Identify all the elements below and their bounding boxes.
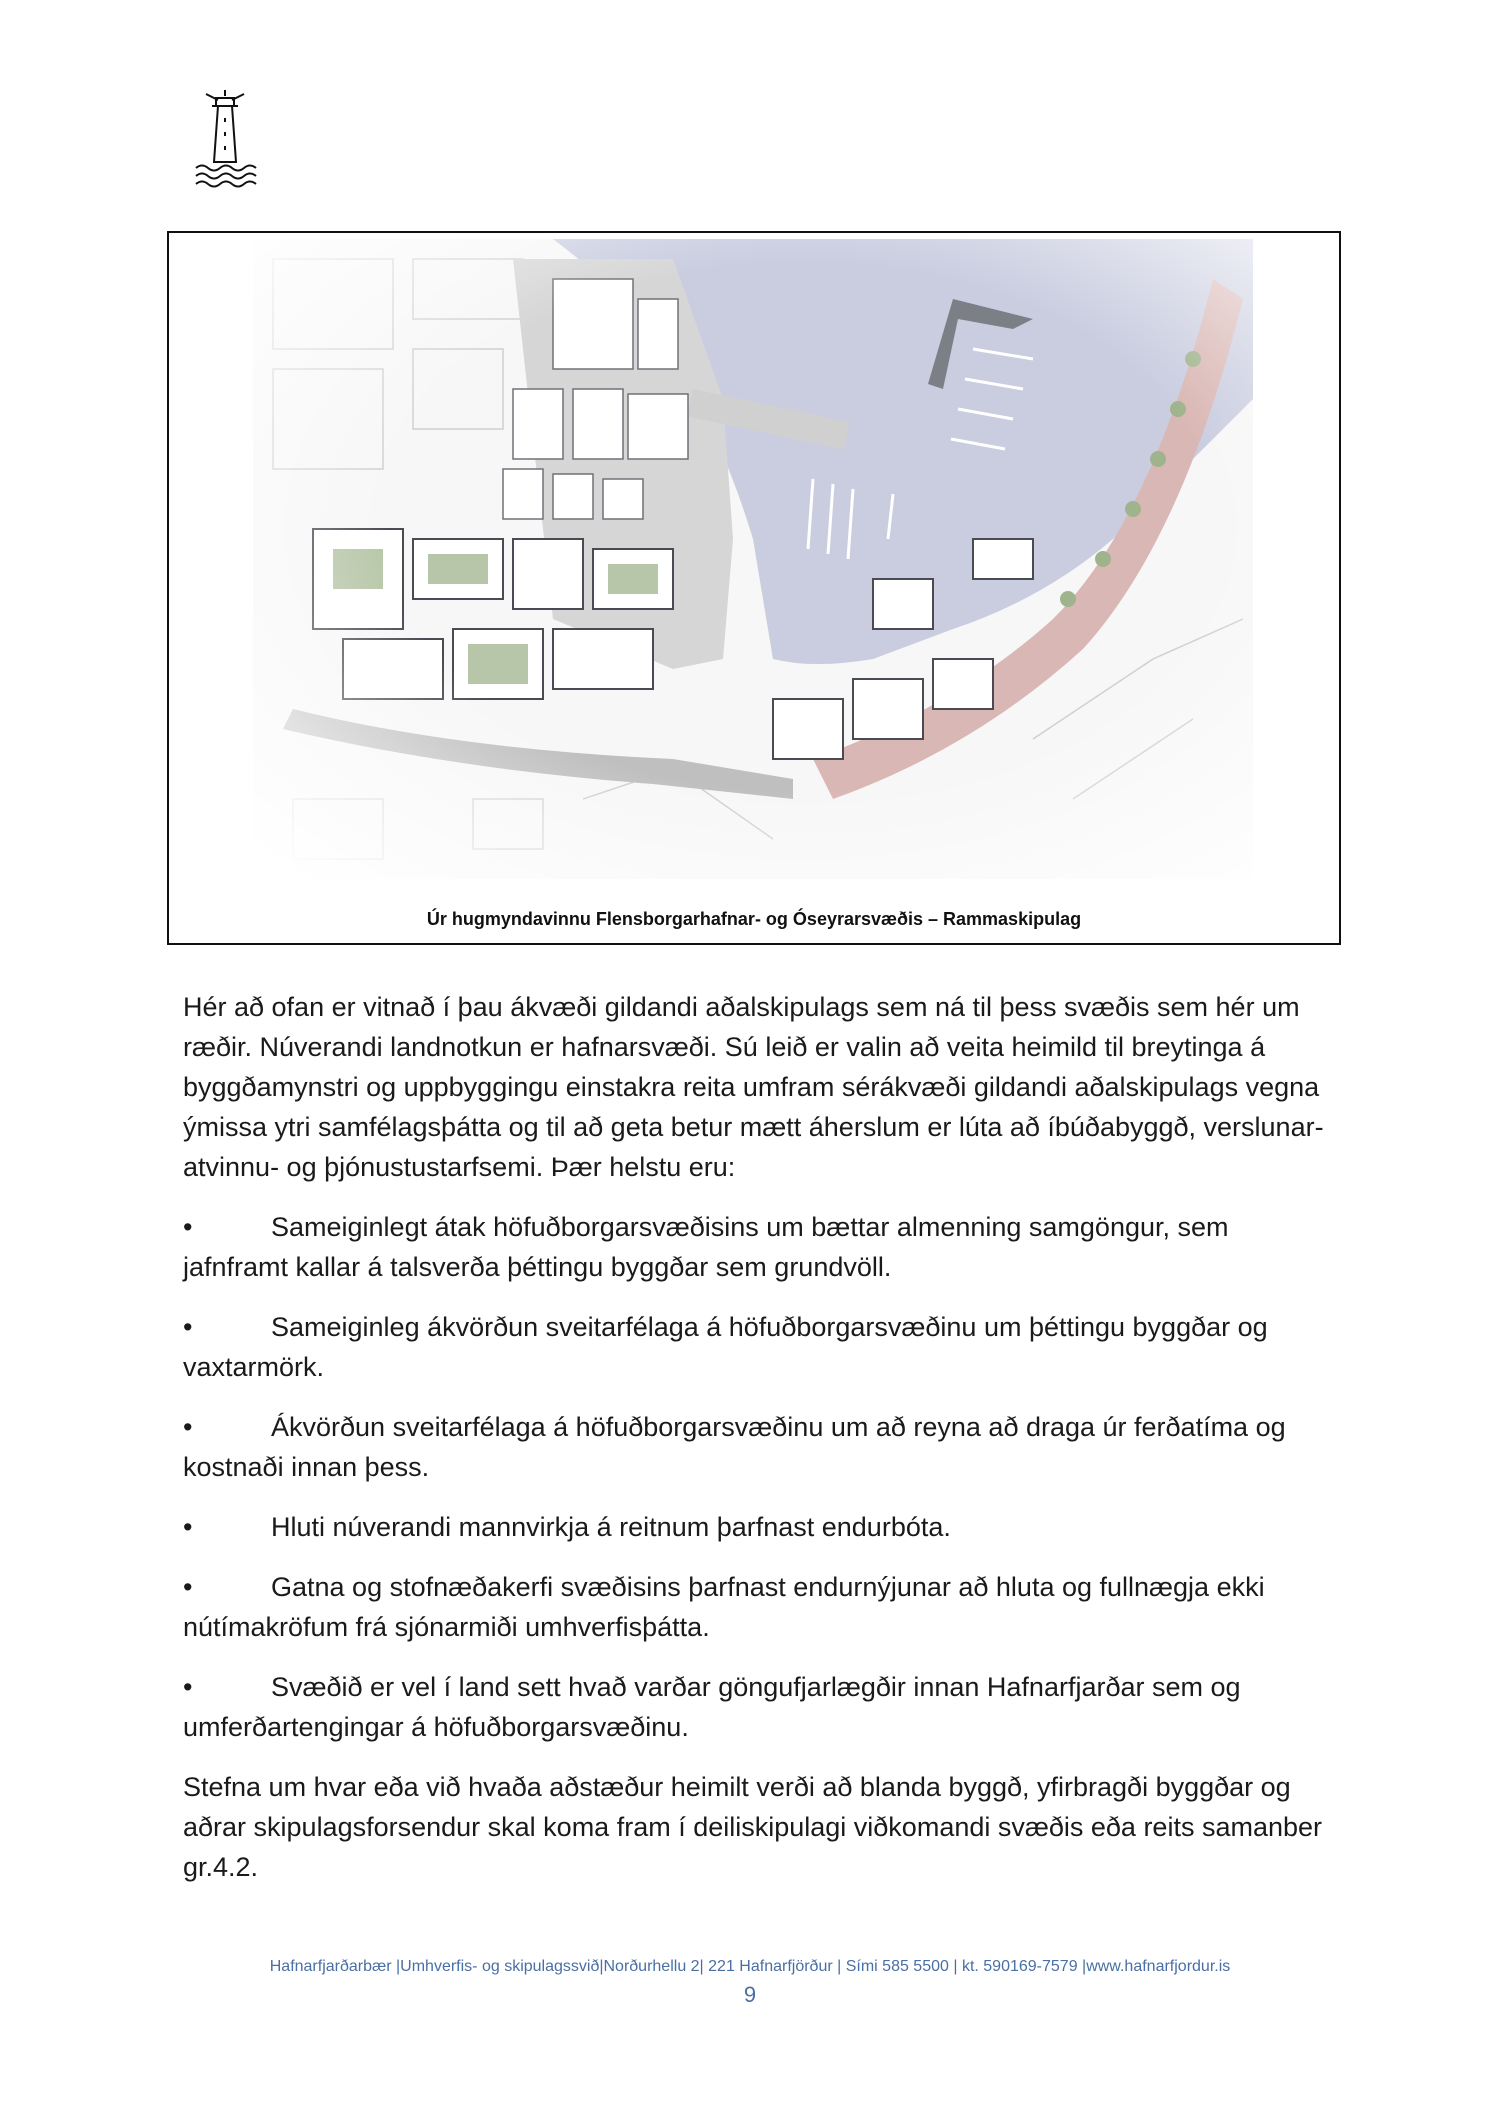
page-number: 9 — [743, 1982, 757, 2007]
list-item-text: Ákvörðun sveitarfélaga á höfuðborgarsvæðinu um að reyna að draga úr ferðatíma og kostnaði innan þess. — [183, 1412, 1286, 1482]
lighthouse-logo-icon — [192, 88, 258, 188]
bullet-marker: • — [183, 1312, 193, 1342]
figure-caption: Úr hugmyndavinnu Flensborgarhafnar- og Óseyrarsvæðis – Rammaskipulag — [426, 909, 1082, 929]
list-item-text: Hluti núverandi mannvirkja á reitnum þarfnast endurbóta. — [271, 1512, 951, 1542]
list-item — [183, 1407, 1333, 1487]
bullet-marker: • — [183, 1512, 193, 1542]
site-plan-image — [253, 239, 1253, 879]
bullet-marker: • — [183, 1672, 193, 1702]
list-item-text: Sameiginleg ákvörðun sveitarfélaga á höfuðborgarsvæðinu um þéttingu byggðar og vaxtarmörk. — [183, 1312, 1268, 1382]
bullet-marker: • — [183, 1572, 193, 1602]
list-item — [183, 1667, 1333, 1747]
list-item-text: Gatna og stofnæðakerfi svæðisins þarfnast endurnýjunar að hluta og fullnægja ekki nútímakröfum frá sjónarmiði umhverfisþátta. — [183, 1572, 1265, 1642]
list-item — [183, 1567, 1333, 1647]
list-item — [183, 1307, 1333, 1387]
list-item-text: Svæðið er vel í land sett hvað varðar göngufjarlægðir innan Hafnarfjarðar sem og umferðartengingar á höfuðborgarsvæðinu. — [183, 1672, 1241, 1742]
bullet-marker: • — [183, 1412, 193, 1442]
site-plan-figure — [167, 231, 1341, 945]
list-item-text: Sameiginlegt átak höfuðborgarsvæðisins um bættar almenning samgöngur, sem jafnframt kallar á talsverða þéttingu byggðar sem grundvöll. — [183, 1212, 1229, 1282]
footer-contact: Hafnarfjarðarbær |Umhverfis- og skipulagssvið|Norðurhellu 2| 221 Hafnarfjörður | Sími 585 5500 | kt. 590169-7579 |www.hafnarfjordur.is — [269, 1958, 1231, 1975]
body-text — [183, 987, 1333, 1907]
intro-paragraph: Hér að ofan er vitnað í þau ákvæði gildandi aðalskipulags sem ná til þess svæðis sem hér um ræðir. Núverandi landnotkun er hafnarsvæði. Sú leið er valin að veita heimild til breytinga á byggðamynstri og uppbyggingu einstakra reita umfram sérákvæði gildandi aðalskipulags vegna ýmissa ytri samfélagsþátta og til að geta betur mætt áherslum er lúta að íbúðabyggð, verslunar- atvinnu- og þjónustustarfsemi. Þær helstu eru: — [183, 992, 1324, 1182]
list-item — [183, 1507, 1333, 1547]
closing-paragraph: Stefna um hvar eða við hvaða aðstæður heimilt verði að blanda byggð, yfirbragði byggðar og aðrar skipulagsforsendur skal koma fram í deiliskipulagi viðkomandi svæðis eða reits samanber gr.4.2. — [183, 1772, 1323, 1882]
list-item — [183, 1207, 1333, 1287]
bullet-marker: • — [183, 1212, 193, 1242]
